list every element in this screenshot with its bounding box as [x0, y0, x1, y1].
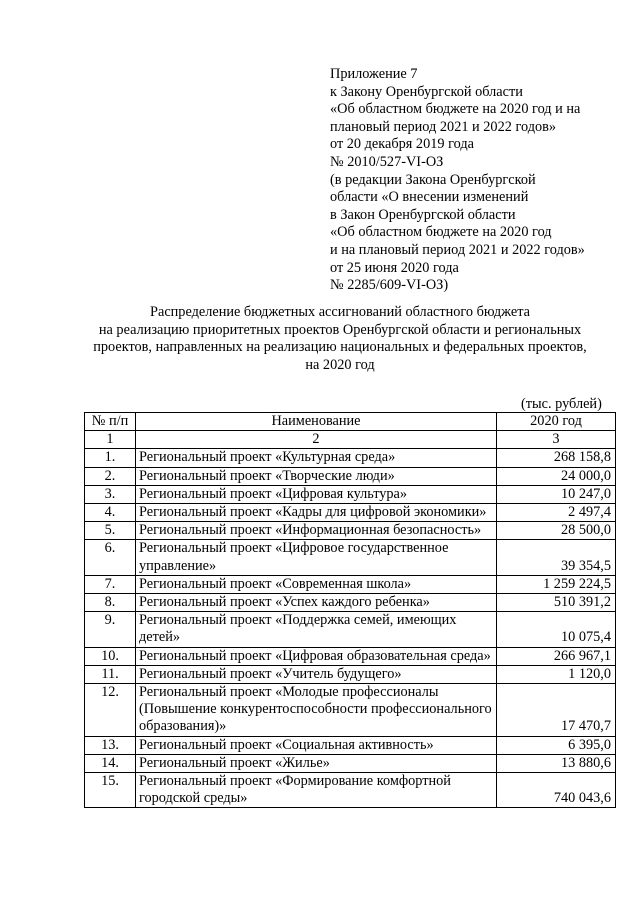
row-project-name: Региональный проект «Успех каждого ребенка»	[136, 594, 497, 612]
row-project-name: Региональный проект «Кадры для цифровой экономики»	[136, 504, 497, 522]
row-amount: 13 880,6	[497, 754, 616, 772]
row-amount: 1 259 224,5	[497, 575, 616, 593]
table-row	[85, 647, 616, 665]
table-row	[85, 612, 616, 647]
title-line: Распределение бюджетных ассигнований областного бюджета	[150, 304, 530, 320]
row-number: 9.	[85, 612, 136, 647]
row-number: 12.	[85, 684, 136, 737]
row-amount: 17 470,7	[497, 684, 616, 737]
row-project-name: Региональный проект «Молодые профессионалы (Повышение конкурентоспособности профессионального образования)»	[136, 684, 497, 737]
appendix-header	[330, 66, 630, 295]
table-body	[85, 449, 616, 808]
appendix-line: в Закон Оренбургской области	[330, 206, 516, 223]
table-row	[85, 449, 616, 467]
row-number: 5.	[85, 522, 136, 540]
table-row	[85, 736, 616, 754]
row-number: 8.	[85, 594, 136, 612]
row-number: 7.	[85, 575, 136, 593]
table-row	[85, 575, 616, 593]
table-row	[85, 665, 616, 683]
column-number-row	[85, 431, 616, 449]
row-amount: 10 075,4	[497, 612, 616, 647]
row-amount: 6 395,0	[497, 736, 616, 754]
appendix-line: № 2010/527-VI-ОЗ	[330, 153, 444, 170]
column-number: 2	[136, 431, 497, 449]
title-line: на реализацию приоритетных проектов Оренбургской области и региональных	[98, 321, 582, 338]
appendix-line: «Об областном бюджете на 2020 год	[330, 224, 552, 241]
row-project-name: Региональный проект «Творческие люди»	[136, 467, 497, 485]
row-number: 2.	[85, 467, 136, 485]
table-row	[85, 754, 616, 772]
row-amount: 268 158,8	[497, 449, 616, 467]
row-number: 1.	[85, 449, 136, 467]
row-project-name: Региональный проект «Информационная безопасность»	[136, 522, 497, 540]
row-project-name: Региональный проект «Культурная среда»	[136, 449, 497, 467]
table-row	[85, 467, 616, 485]
row-project-name: Региональный проект «Учитель будущего»	[136, 665, 497, 683]
row-number: 13.	[85, 736, 136, 754]
appendix-line: от 25 июня 2020 года	[330, 259, 459, 276]
table-row	[85, 684, 616, 737]
table-row	[85, 594, 616, 612]
table-row	[85, 485, 616, 503]
row-project-name: Региональный проект «Социальная активность»	[136, 736, 497, 754]
appendix-line: «Об областном бюджете на 2020 год и на	[330, 101, 581, 118]
row-number: 11.	[85, 665, 136, 683]
row-amount: 2 497,4	[497, 504, 616, 522]
row-project-name: Региональный проект «Современная школа»	[136, 575, 497, 593]
row-project-name: Региональный проект «Жилье»	[136, 754, 497, 772]
row-amount: 266 967,1	[497, 647, 616, 665]
row-amount: 510 391,2	[497, 594, 616, 612]
header-num: № п/п	[85, 413, 136, 431]
column-number: 1	[85, 431, 136, 449]
table-row	[85, 540, 616, 575]
row-amount: 24 000,0	[497, 467, 616, 485]
row-amount: 39 354,5	[497, 540, 616, 575]
row-number: 14.	[85, 754, 136, 772]
row-number: 15.	[85, 773, 136, 808]
appendix-line: от 20 декабря 2019 года	[330, 136, 474, 153]
row-project-name: Региональный проект «Формирование комфортной городской среды»	[136, 773, 497, 808]
document-title	[60, 304, 620, 374]
title-line: на 2020 год	[305, 356, 375, 373]
appendix-line: области «О внесении изменений	[330, 189, 529, 206]
row-number: 4.	[85, 504, 136, 522]
row-project-name: Региональный проект «Цифровая образовательная среда»	[136, 647, 497, 665]
column-number: 3	[497, 431, 616, 449]
row-number: 10.	[85, 647, 136, 665]
header-name: Наименование	[136, 413, 497, 431]
row-number: 6.	[85, 540, 136, 575]
row-amount: 1 120,0	[497, 665, 616, 683]
row-number: 3.	[85, 485, 136, 503]
row-project-name: Региональный проект «Поддержка семей, имеющих детей»	[136, 612, 497, 647]
appendix-line: плановый период 2021 и 2022 годов»	[330, 118, 557, 135]
row-amount: 28 500,0	[497, 522, 616, 540]
row-project-name: Региональный проект «Цифровая культура»	[136, 485, 497, 503]
table-row	[85, 504, 616, 522]
units-label: (тыс. рублей)	[521, 396, 602, 412]
row-amount: 10 247,0	[497, 485, 616, 503]
appendix-line: к Закону Оренбургской области	[330, 83, 523, 100]
table-row	[85, 773, 616, 808]
appendix-line: и на плановый период 2021 и 2022 годов»	[330, 241, 585, 258]
title-line: проектов, направленных на реализацию национальных и федеральных проектов,	[93, 339, 587, 356]
table-row	[85, 522, 616, 540]
appendix-line: (в редакции Закона Оренбургской	[330, 171, 536, 188]
budget-table	[84, 412, 616, 808]
row-amount: 740 043,6	[497, 773, 616, 808]
appendix-line: Приложение 7	[330, 66, 418, 82]
table-header-row	[85, 413, 616, 431]
row-project-name: Региональный проект «Цифровое государственное управление»	[136, 540, 497, 575]
appendix-line: № 2285/609-VI-ОЗ)	[330, 277, 449, 294]
header-value: 2020 год	[497, 413, 616, 431]
